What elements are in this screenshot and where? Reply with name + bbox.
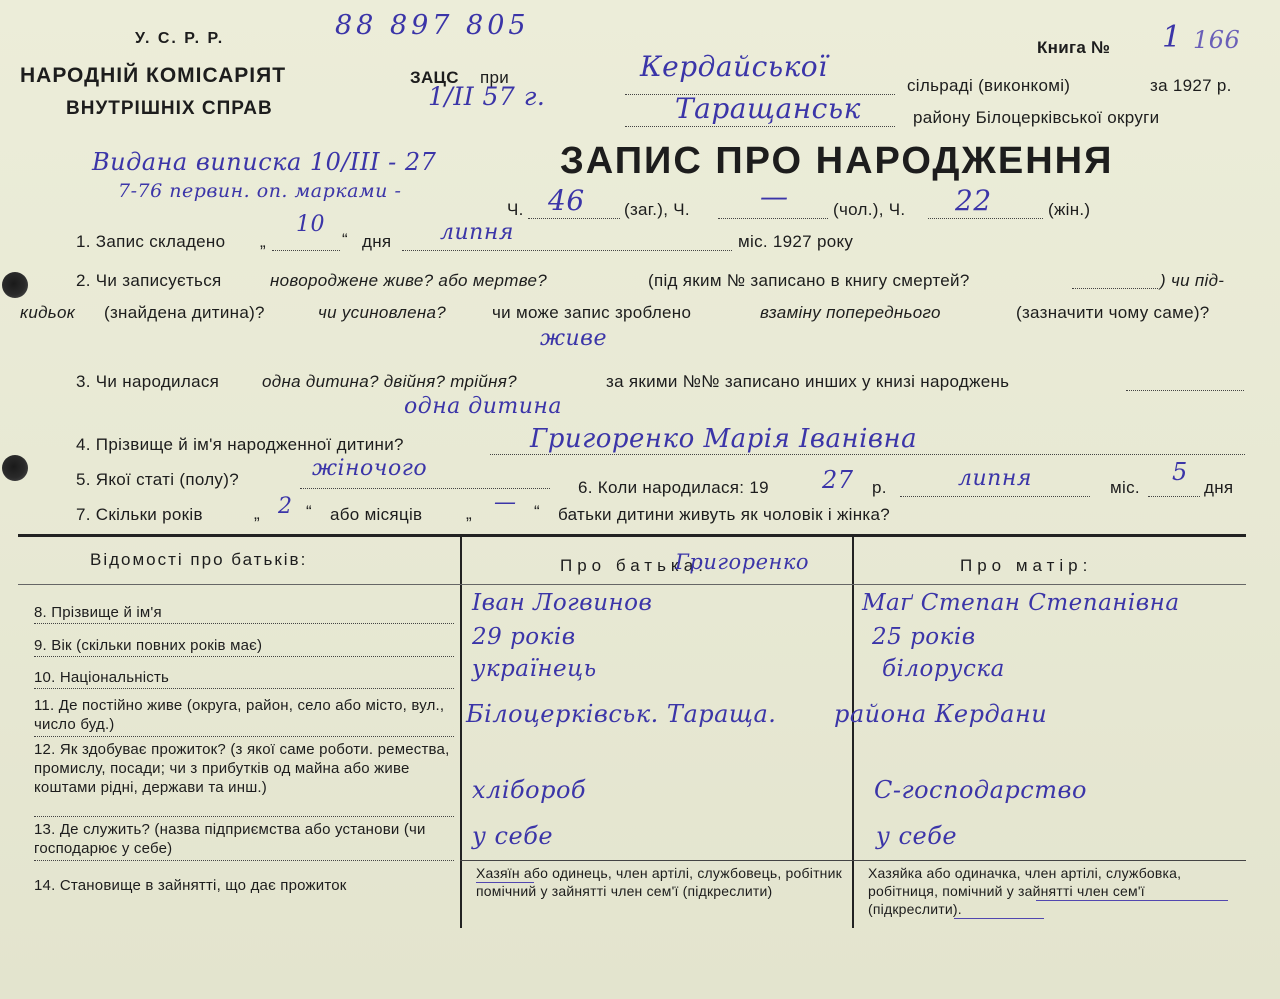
punch-hole-bottom — [2, 455, 28, 481]
page-title: ЗАПИС ПРО НАРОДЖЕННЯ — [560, 140, 1114, 182]
father-status-options: Хазяїн або одинець, член артілі, службовець, робітник помічний у зайнятті член сем'ї (підкреслити) — [476, 865, 842, 899]
father-workplace: у себе — [472, 822, 554, 850]
ussr-label: У. С. Р. Р. — [135, 30, 225, 47]
village-name: Кердайської — [640, 50, 828, 83]
father-surname-overlay: Григоренко — [675, 550, 810, 574]
zags-label: ЗАЦС — [410, 68, 459, 87]
q7-months-open: „ — [466, 504, 472, 523]
table-divider-left — [460, 536, 462, 928]
q3-answer: одна дитина — [404, 394, 563, 419]
table-col3-header: Про матір: — [960, 556, 1093, 575]
district-name: Таращанськ — [675, 92, 861, 125]
q2-foundling-cont: кидьок — [20, 303, 76, 322]
q2-replacement: чи може запис зроблено — [492, 303, 692, 322]
record-total-underline — [528, 218, 620, 219]
q2-adopted: чи усиновлена? — [318, 303, 447, 322]
q6-day-label: дня — [1204, 478, 1234, 497]
status-row-border-right — [852, 860, 1246, 861]
mother-nationality: білоруска — [882, 656, 1005, 682]
record-male-label: (чол.), Ч. — [833, 200, 906, 219]
q4-underline — [490, 454, 1245, 455]
mother-occupation: С-господарство — [874, 776, 1087, 804]
q1-label: 1. Запис складено — [76, 232, 226, 251]
row-label-status: 14. Становище в зайнятті, що дає прожиток — [34, 877, 347, 894]
q6-day-underline — [1148, 496, 1200, 497]
record-female-label: (жін.) — [1048, 200, 1091, 219]
archive-number: 88 897 805 — [335, 10, 530, 41]
row-label-residence: 11. Де постійно живе (округа, район, село або місто, вул., число буд.) — [34, 697, 445, 733]
record-female: 22 — [955, 184, 992, 217]
row-underline-5 — [34, 816, 454, 817]
q6-month-label: міс. — [1110, 478, 1140, 497]
margin-note-line1: Видана виписка 10/ІІІ - 27 — [92, 148, 437, 176]
q5-label: 5. Якої статі (полу)? — [76, 470, 239, 489]
q5-underline — [300, 488, 550, 489]
q7-months-label: або місяців — [330, 505, 423, 524]
q4-label: 4. Прізвище й ім'я народженної дитини? — [76, 435, 404, 454]
record-male-underline — [718, 218, 828, 219]
q1-quote-close: “ — [342, 230, 348, 249]
q2-answer: живе — [540, 326, 608, 351]
q2-alive-dead: новороджене живе? або мертве? — [270, 271, 548, 290]
q3-other-numbers: за якими №№ записано инших у книзі народжень — [606, 372, 1010, 391]
mother-name: Маґ Степан Степанівна — [862, 590, 1180, 616]
q3-options: одна дитина? двійня? трійня? — [262, 372, 517, 391]
shared-residence: района Кердани — [834, 700, 1048, 728]
q1-day-label: дня — [362, 232, 392, 251]
row-underline-6 — [34, 860, 454, 861]
father-status-underline — [476, 882, 534, 883]
mother-status-underline-2 — [954, 918, 1044, 919]
status-row-border — [460, 860, 852, 861]
q7-months-close: “ — [534, 502, 540, 521]
q2-death-book: (під яким № записано в книгу смертей? — [648, 271, 970, 290]
book-label: Книга № — [1037, 38, 1111, 57]
q2-foundling-label: ) чи під- — [1160, 271, 1225, 290]
q2-reason: (зазначити чому саме)? — [1016, 303, 1210, 322]
child-name: Григоренко Марія Іванівна — [530, 424, 918, 454]
q1-quote-open: „ — [260, 232, 266, 251]
q3-label: 3. Чи народилася — [76, 372, 220, 391]
q1-month: липня — [440, 220, 514, 245]
year-label: за 1927 р. — [1150, 76, 1232, 95]
row-label-livelihood: 12. Як здобуває прожиток? (з якої саме роботи. ремества, промислу, посади; чи з прибутків од майна або живе коштами рідні, держави та инш.) — [34, 741, 450, 796]
q3-underline — [1126, 390, 1244, 391]
father-name: Іван Логвинов — [472, 590, 653, 616]
mother-status-underline — [1036, 900, 1228, 901]
q7-quote-open: „ — [254, 504, 260, 523]
q7-quote-close: “ — [306, 502, 312, 521]
months-together: — — [494, 490, 517, 515]
table-col2-header: Про батька: — [560, 556, 708, 575]
village-council-label: сільраді (виконкомі) — [907, 76, 1071, 95]
birth-year: 27 — [822, 466, 854, 494]
commissariat-title: НАРОДНІЙ КОМІСАРІЯТ — [20, 64, 287, 87]
years-together: 2 — [278, 494, 293, 519]
page-number: 166 — [1193, 26, 1241, 54]
row-label-nationality: 10. Національність — [34, 669, 170, 686]
row-underline-3 — [34, 688, 454, 689]
q6-year-label: р. — [872, 478, 887, 497]
at-label: при — [480, 68, 510, 87]
mother-status-options: Хазяйка або одиначка, член артілі, службовка, робітниця, помічний у зайнятті член сем'ї (підкреслити). — [868, 865, 1182, 917]
row-label-workplace: 13. Де служить? (назва підприємства або установи (чи господарює у себе) — [34, 821, 426, 857]
mother-workplace: у себе — [876, 822, 958, 850]
mother-age: 25 років — [872, 624, 976, 650]
q2-found-child: (знайдена дитина)? — [104, 303, 265, 322]
birth-month: липня — [958, 466, 1032, 491]
q2-death-underline — [1072, 288, 1158, 289]
table-top-border — [18, 534, 1246, 537]
father-occupation: хлібороб — [472, 776, 587, 804]
record-ch-label: Ч. — [507, 200, 524, 219]
record-male: — — [760, 180, 789, 213]
record-total-label: (заг.), Ч. — [624, 200, 690, 219]
book-number: 1 — [1162, 20, 1182, 55]
q7-together-label: батьки дитини живуть як чоловік і жінка? — [558, 505, 891, 524]
punch-hole-top — [2, 272, 28, 298]
q7-label: 7. Скільки років — [76, 505, 203, 524]
table-header-border — [18, 584, 1246, 585]
record-total: 46 — [548, 184, 585, 217]
birth-day: 5 — [1172, 458, 1188, 486]
q2-label: 2. Чи записується — [76, 271, 222, 290]
father-age: 29 років — [472, 624, 576, 650]
table-col1-header: Відомості про батьків: — [90, 550, 308, 569]
child-sex: жіночого — [312, 456, 428, 481]
row-label-age: 9. Вік (скільки повних років має) — [34, 637, 263, 654]
q1-day-underline — [272, 250, 340, 251]
table-divider-right — [852, 536, 854, 928]
q1-year-label: міс. 1927 року — [738, 232, 854, 251]
row-underline-2 — [34, 656, 454, 657]
date-stamp: 1/ІІ 57 г. — [428, 82, 546, 111]
q6-label: 6. Коли народилася: 19 — [578, 478, 769, 497]
q6-month-underline — [900, 496, 1090, 497]
commissariat-subtitle: ВНУТРІШНІХ СПРАВ — [66, 98, 273, 119]
record-female-underline — [928, 218, 1043, 219]
district-label: району Білоцерківської округи — [913, 108, 1160, 127]
father-residence: Білоцерківськ. Тараща. — [466, 700, 777, 728]
district-underline — [625, 126, 895, 127]
q1-day: 10 — [296, 212, 325, 237]
q2-instead: взаміну попереднього — [760, 303, 941, 322]
q1-month-underline — [402, 250, 732, 251]
father-nationality: українець — [472, 656, 597, 682]
margin-note-line2: 7-76 первин. оп. марками - — [118, 180, 402, 202]
row-underline-4 — [34, 736, 454, 737]
row-underline-1 — [34, 623, 454, 624]
row-label-name: 8. Прізвище й ім'я — [34, 604, 162, 621]
